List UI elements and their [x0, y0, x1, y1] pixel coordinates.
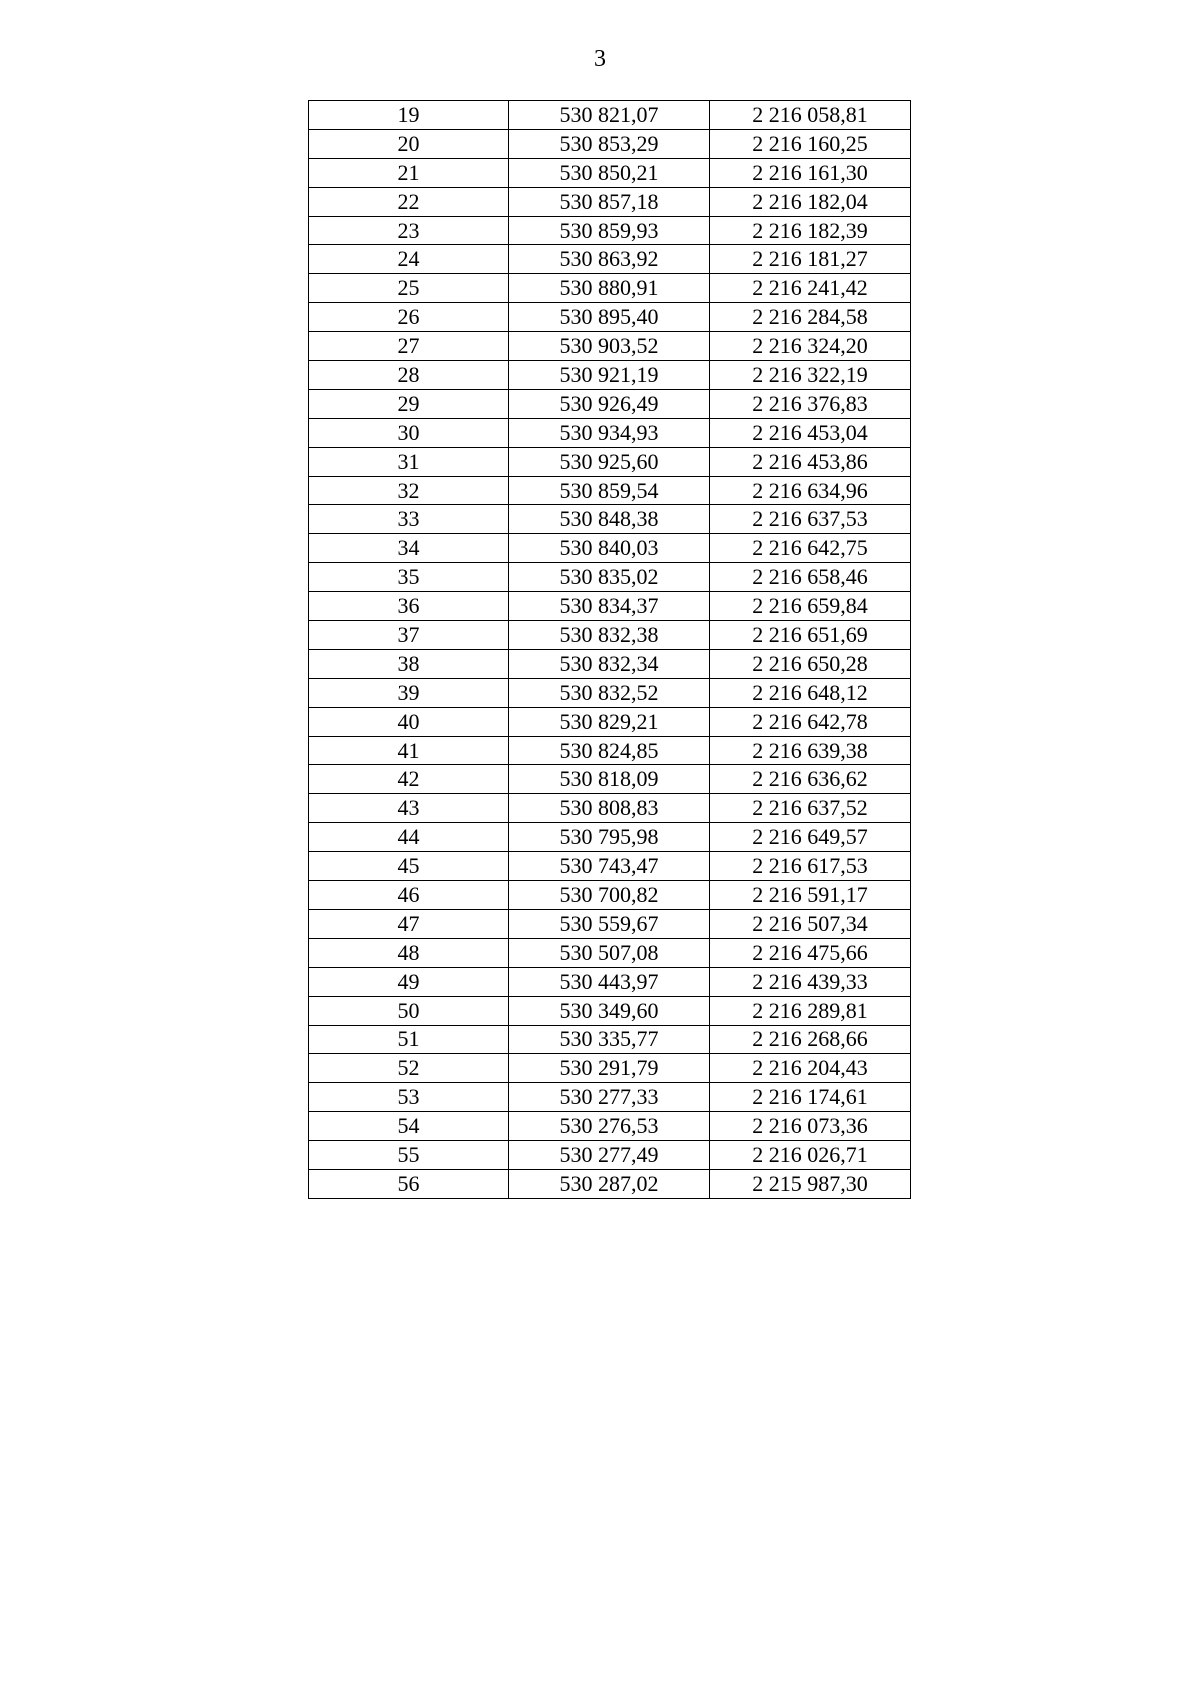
table-row	[309, 621, 911, 650]
x-coordinate-cell: 530 859,93	[509, 216, 710, 245]
table-row	[309, 303, 911, 332]
x-coordinate-cell: 530 443,97	[509, 967, 710, 996]
x-coordinate-cell: 530 277,49	[509, 1141, 710, 1170]
x-coordinate-cell: 530 277,33	[509, 1083, 710, 1112]
x-coordinate-cell: 530 857,18	[509, 187, 710, 216]
point-number-cell: 33	[309, 505, 509, 534]
point-number-cell: 22	[309, 187, 509, 216]
point-number-cell: 42	[309, 765, 509, 794]
point-number-cell: 49	[309, 967, 509, 996]
x-coordinate-cell: 530 287,02	[509, 1169, 710, 1198]
y-coordinate-cell: 2 216 026,71	[710, 1141, 911, 1170]
y-coordinate-cell: 2 216 507,34	[710, 909, 911, 938]
table-row	[309, 101, 911, 130]
y-coordinate-cell: 2 216 376,83	[710, 389, 911, 418]
x-coordinate-cell: 530 808,83	[509, 794, 710, 823]
point-number-cell: 43	[309, 794, 509, 823]
x-coordinate-cell: 530 832,38	[509, 621, 710, 650]
table-row	[309, 1025, 911, 1054]
point-number-cell: 37	[309, 621, 509, 650]
table-row	[309, 736, 911, 765]
y-coordinate-cell: 2 216 658,46	[710, 563, 911, 592]
table-row	[309, 765, 911, 794]
y-coordinate-cell: 2 216 642,78	[710, 707, 911, 736]
x-coordinate-cell: 530 700,82	[509, 881, 710, 910]
point-number-cell: 39	[309, 678, 509, 707]
point-number-cell: 34	[309, 534, 509, 563]
point-number-cell: 54	[309, 1112, 509, 1141]
x-coordinate-cell: 530 349,60	[509, 996, 710, 1025]
x-coordinate-cell: 530 291,79	[509, 1054, 710, 1083]
point-number-cell: 35	[309, 563, 509, 592]
x-coordinate-cell: 530 895,40	[509, 303, 710, 332]
point-number-cell: 23	[309, 216, 509, 245]
point-number-cell: 51	[309, 1025, 509, 1054]
y-coordinate-cell: 2 216 637,52	[710, 794, 911, 823]
point-number-cell: 44	[309, 823, 509, 852]
table-row	[309, 707, 911, 736]
point-number-cell: 26	[309, 303, 509, 332]
point-number-cell: 47	[309, 909, 509, 938]
x-coordinate-cell: 530 880,91	[509, 274, 710, 303]
y-coordinate-cell: 2 215 987,30	[710, 1169, 911, 1198]
table-row	[309, 129, 911, 158]
y-coordinate-cell: 2 216 650,28	[710, 649, 911, 678]
table-row	[309, 794, 911, 823]
y-coordinate-cell: 2 216 322,19	[710, 361, 911, 390]
table-row	[309, 996, 911, 1025]
y-coordinate-cell: 2 216 591,17	[710, 881, 911, 910]
point-number-cell: 55	[309, 1141, 509, 1170]
point-number-cell: 53	[309, 1083, 509, 1112]
x-coordinate-cell: 530 832,34	[509, 649, 710, 678]
x-coordinate-cell: 530 824,85	[509, 736, 710, 765]
table-row	[309, 187, 911, 216]
point-number-cell: 50	[309, 996, 509, 1025]
y-coordinate-cell: 2 216 289,81	[710, 996, 911, 1025]
x-coordinate-cell: 530 559,67	[509, 909, 710, 938]
x-coordinate-cell: 530 818,09	[509, 765, 710, 794]
x-coordinate-cell: 530 903,52	[509, 332, 710, 361]
point-number-cell: 31	[309, 447, 509, 476]
x-coordinate-cell: 530 848,38	[509, 505, 710, 534]
table-row	[309, 534, 911, 563]
y-coordinate-cell: 2 216 160,25	[710, 129, 911, 158]
y-coordinate-cell: 2 216 453,04	[710, 418, 911, 447]
y-coordinate-cell: 2 216 174,61	[710, 1083, 911, 1112]
y-coordinate-cell: 2 216 648,12	[710, 678, 911, 707]
table-row	[309, 389, 911, 418]
point-number-cell: 27	[309, 332, 509, 361]
y-coordinate-cell: 2 216 324,20	[710, 332, 911, 361]
table-row	[309, 332, 911, 361]
point-number-cell: 45	[309, 852, 509, 881]
y-coordinate-cell: 2 216 182,39	[710, 216, 911, 245]
y-coordinate-cell: 2 216 058,81	[710, 101, 911, 130]
table-row	[309, 1112, 911, 1141]
point-number-cell: 46	[309, 881, 509, 910]
coordinates-table	[308, 100, 911, 1199]
y-coordinate-cell: 2 216 651,69	[710, 621, 911, 650]
x-coordinate-cell: 530 821,07	[509, 101, 710, 130]
point-number-cell: 21	[309, 158, 509, 187]
table-row	[309, 678, 911, 707]
point-number-cell: 38	[309, 649, 509, 678]
table-row	[309, 909, 911, 938]
point-number-cell: 32	[309, 476, 509, 505]
point-number-cell: 56	[309, 1169, 509, 1198]
x-coordinate-cell: 530 921,19	[509, 361, 710, 390]
x-coordinate-cell: 530 335,77	[509, 1025, 710, 1054]
page-number: 3	[594, 46, 606, 72]
point-number-cell: 25	[309, 274, 509, 303]
coordinates-table-body	[309, 101, 911, 1199]
x-coordinate-cell: 530 743,47	[509, 852, 710, 881]
y-coordinate-cell: 2 216 268,66	[710, 1025, 911, 1054]
y-coordinate-cell: 2 216 634,96	[710, 476, 911, 505]
table-row	[309, 476, 911, 505]
y-coordinate-cell: 2 216 642,75	[710, 534, 911, 563]
table-row	[309, 649, 911, 678]
point-number-cell: 36	[309, 592, 509, 621]
x-coordinate-cell: 530 832,52	[509, 678, 710, 707]
table-row	[309, 361, 911, 390]
point-number-cell: 52	[309, 1054, 509, 1083]
x-coordinate-cell: 530 840,03	[509, 534, 710, 563]
y-coordinate-cell: 2 216 204,43	[710, 1054, 911, 1083]
x-coordinate-cell: 530 834,37	[509, 592, 710, 621]
y-coordinate-cell: 2 216 182,04	[710, 187, 911, 216]
y-coordinate-cell: 2 216 181,27	[710, 245, 911, 274]
table-row	[309, 245, 911, 274]
table-row	[309, 938, 911, 967]
y-coordinate-cell: 2 216 284,58	[710, 303, 911, 332]
x-coordinate-cell: 530 863,92	[509, 245, 710, 274]
x-coordinate-cell: 530 859,54	[509, 476, 710, 505]
table-row	[309, 1083, 911, 1112]
x-coordinate-cell: 530 925,60	[509, 447, 710, 476]
table-row	[309, 1141, 911, 1170]
x-coordinate-cell: 530 934,93	[509, 418, 710, 447]
table-row	[309, 447, 911, 476]
table-row	[309, 274, 911, 303]
y-coordinate-cell: 2 216 453,86	[710, 447, 911, 476]
table-row	[309, 1169, 911, 1198]
y-coordinate-cell: 2 216 659,84	[710, 592, 911, 621]
point-number-cell: 24	[309, 245, 509, 274]
y-coordinate-cell: 2 216 617,53	[710, 852, 911, 881]
point-number-cell: 29	[309, 389, 509, 418]
y-coordinate-cell: 2 216 241,42	[710, 274, 911, 303]
x-coordinate-cell: 530 276,53	[509, 1112, 710, 1141]
x-coordinate-cell: 530 835,02	[509, 563, 710, 592]
x-coordinate-cell: 530 853,29	[509, 129, 710, 158]
table-row	[309, 418, 911, 447]
y-coordinate-cell: 2 216 637,53	[710, 505, 911, 534]
table-row	[309, 967, 911, 996]
table-row	[309, 158, 911, 187]
y-coordinate-cell: 2 216 636,62	[710, 765, 911, 794]
table-row	[309, 881, 911, 910]
y-coordinate-cell: 2 216 649,57	[710, 823, 911, 852]
table-row	[309, 563, 911, 592]
table-row	[309, 216, 911, 245]
table-row	[309, 823, 911, 852]
table-row	[309, 592, 911, 621]
x-coordinate-cell: 530 507,08	[509, 938, 710, 967]
point-number-cell: 48	[309, 938, 509, 967]
point-number-cell: 28	[309, 361, 509, 390]
point-number-cell: 41	[309, 736, 509, 765]
x-coordinate-cell: 530 795,98	[509, 823, 710, 852]
point-number-cell: 20	[309, 129, 509, 158]
table-row	[309, 505, 911, 534]
x-coordinate-cell: 530 850,21	[509, 158, 710, 187]
y-coordinate-cell: 2 216 161,30	[710, 158, 911, 187]
point-number-cell: 19	[309, 101, 509, 130]
y-coordinate-cell: 2 216 073,36	[710, 1112, 911, 1141]
table-row	[309, 1054, 911, 1083]
table-row	[309, 852, 911, 881]
x-coordinate-cell: 530 926,49	[509, 389, 710, 418]
point-number-cell: 30	[309, 418, 509, 447]
y-coordinate-cell: 2 216 439,33	[710, 967, 911, 996]
point-number-cell: 40	[309, 707, 509, 736]
x-coordinate-cell: 530 829,21	[509, 707, 710, 736]
y-coordinate-cell: 2 216 475,66	[710, 938, 911, 967]
y-coordinate-cell: 2 216 639,38	[710, 736, 911, 765]
